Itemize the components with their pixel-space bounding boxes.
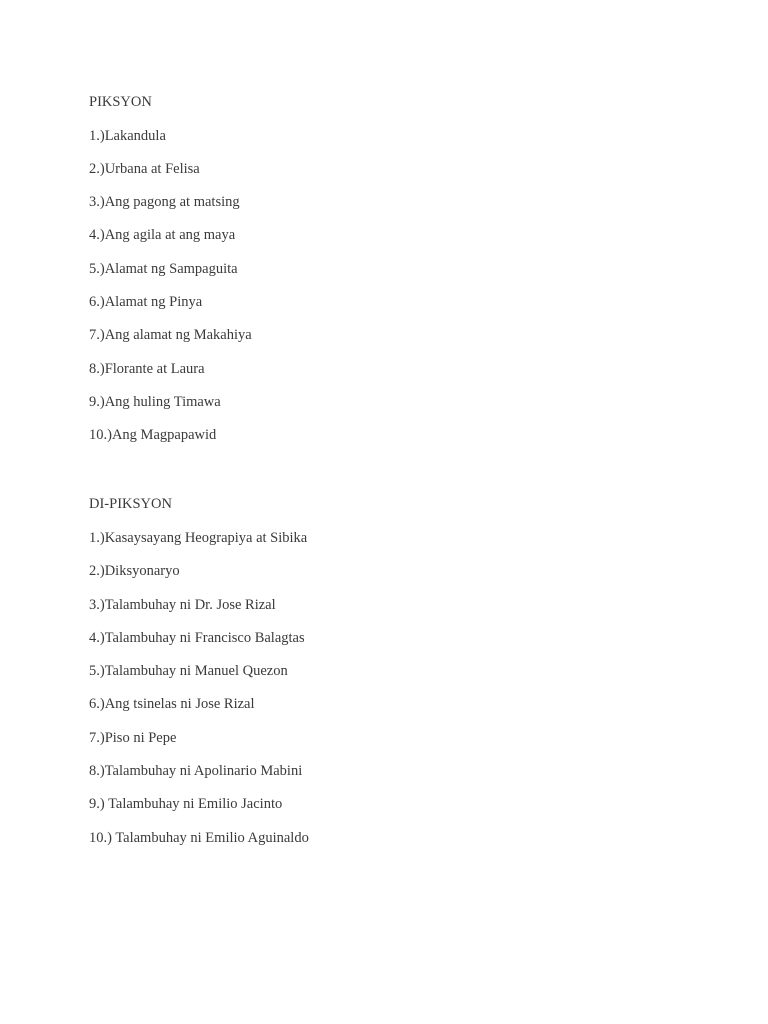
section-di-piksyon bbox=[89, 495, 729, 846]
list-item: 2.)Diksyonaryo bbox=[89, 563, 180, 580]
list-item: 1.)Lakandula bbox=[89, 127, 166, 144]
section-spacer bbox=[89, 459, 729, 495]
list-item: 3.)Ang pagong at matsing bbox=[89, 194, 240, 211]
list-item: 8.)Talambuhay ni Apolinario Mabini bbox=[89, 763, 303, 780]
list-item: 5.)Alamat ng Sampaguita bbox=[89, 260, 238, 277]
list-item: 7.)Ang alamat ng Makahiya bbox=[89, 327, 252, 344]
entry-list bbox=[89, 127, 729, 445]
list-item: 9.)Ang huling Timawa bbox=[89, 393, 221, 410]
list-item: 3.)Talambuhay ni Dr. Jose Rizal bbox=[89, 596, 276, 613]
list-item: 5.)Talambuhay ni Manuel Quezon bbox=[89, 663, 288, 680]
list-item: 4.)Ang agila at ang maya bbox=[89, 227, 236, 244]
list-item: 7.)Piso ni Pepe bbox=[89, 729, 177, 746]
list-item: 4.)Talambuhay ni Francisco Balagtas bbox=[89, 629, 305, 646]
list-item: 6.)Alamat ng Pinya bbox=[89, 293, 203, 310]
document-page bbox=[89, 93, 729, 862]
section-piksyon bbox=[89, 93, 729, 444]
list-item: 2.)Urbana at Felisa bbox=[89, 160, 200, 177]
section-title: DI-PIKSYON bbox=[89, 496, 172, 513]
list-item: 6.)Ang tsinelas ni Jose Rizal bbox=[89, 696, 255, 713]
section-title: PIKSYON bbox=[89, 94, 152, 110]
list-item: 9.) Talambuhay ni Emilio Jacinto bbox=[89, 796, 283, 813]
list-item: 8.)Florante at Laura bbox=[89, 360, 205, 377]
list-item: 10.)Ang Magpapawid bbox=[89, 427, 217, 444]
list-item: 1.)Kasaysayang Heograpiya at Sibika bbox=[89, 529, 308, 546]
list-item: 10.) Talambuhay ni Emilio Aguinaldo bbox=[89, 829, 309, 846]
entry-list bbox=[89, 529, 729, 847]
